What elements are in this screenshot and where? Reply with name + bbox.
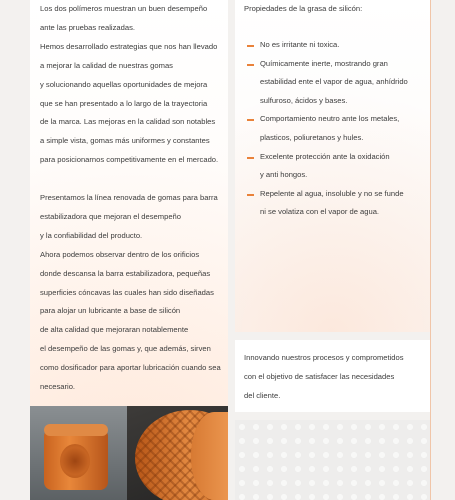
text-line: que se han presentado a lo largo de la trayectoria — [40, 98, 208, 108]
text-line: y solucionando aquellas oportunidades de mejora — [40, 79, 208, 89]
text-line: de la marca. Las mejoras en la calidad son notables — [40, 117, 216, 127]
bullet-dash-icon — [247, 64, 254, 66]
accent-divider — [430, 0, 431, 500]
bushing-photo — [30, 406, 127, 500]
list-item-text: estabilidad ente el vapor de agua, anhídrido — [260, 77, 408, 87]
text-line: Presentamos la línea renovada de gomas para barra — [40, 193, 218, 203]
list-item-text: Repelente al agua, insoluble y no se funde — [260, 188, 404, 198]
list-item — [247, 36, 427, 55]
properties-list — [247, 36, 427, 222]
list-item — [247, 148, 427, 167]
list-item-text: Excelente protección ante la oxidación — [260, 151, 390, 161]
text-line: y la confiabilidad del producto. — [40, 230, 143, 240]
closing-statement-panel — [235, 340, 430, 412]
list-item-text: y anti hongos. — [260, 170, 308, 180]
list-item-continuation — [247, 129, 427, 148]
list-item-text: ni se volatiza con el vapor de agua. — [260, 207, 380, 217]
text-line: superficies cóncavas las cuales han sido diseñadas — [40, 287, 214, 297]
text-line: como dosificador para aportar lubricación cuando sea — [40, 363, 221, 373]
list-item-continuation — [247, 166, 427, 185]
text-line: del cliente. — [244, 390, 281, 400]
list-item-text: Comportamiento neutro ante los metales, — [260, 114, 400, 124]
text-line: Los dos polímeros muestran un buen desempeño — [40, 4, 208, 13]
text-line: a mejorar la calidad de nuestras gomas — [40, 60, 173, 70]
list-item-text: sulfuroso, ácidos y bases. — [260, 95, 348, 105]
text-line: estabilizadora que mejoran el desempeño — [40, 211, 181, 221]
paragraph-spacer — [40, 170, 228, 189]
text-line: donde descansa la barra estabilizadora, pequeñas — [40, 268, 211, 278]
list-item-text: plasticos, poliuretanos y hules. — [260, 132, 364, 142]
bushing-flange — [44, 424, 108, 436]
text-line: con el objetivo de satisfacer las necesidades — [244, 371, 395, 381]
text-line: el desempeño de las gomas y, que además, sirven — [40, 344, 211, 354]
description-text — [40, 0, 228, 397]
bushing-closeup-photo — [127, 406, 228, 500]
list-item — [247, 55, 427, 74]
list-item — [247, 185, 427, 204]
list-item-continuation — [247, 73, 427, 92]
closing-statement — [244, 349, 404, 406]
text-line: ante las pruebas realizadas. — [40, 22, 135, 32]
text-line: Ahora podemos observar dentro de los orificios — [40, 249, 200, 259]
bullet-dash-icon — [247, 119, 254, 121]
bullet-dash-icon — [247, 157, 254, 159]
list-item-text: No es irritante ni toxica. — [260, 40, 340, 49]
decorative-pattern-panel — [235, 420, 430, 500]
text-line: de alta calidad que mejoraran notablemente — [40, 325, 189, 335]
list-item — [247, 110, 427, 129]
bushing-bore — [60, 444, 90, 478]
text-line: para alojar un lubricante a base de silicón — [40, 306, 181, 316]
properties-panel — [235, 0, 430, 332]
list-item-continuation — [247, 92, 427, 111]
list-item-continuation — [247, 203, 427, 222]
list-item-text: Químicamente inerte, mostrando gran — [260, 58, 388, 68]
text-line: Hemos desarrollado estrategias que nos han llevado — [40, 41, 218, 51]
properties-title: Propiedades de la grasa de silicón: — [244, 4, 363, 13]
bullet-dash-icon — [247, 194, 254, 196]
bullet-dash-icon — [247, 45, 254, 47]
text-line: Innovando nuestros procesos y comprometidos — [244, 353, 404, 362]
text-line: a simple vista, gomas más uniformes y constantes — [40, 136, 210, 146]
text-line: necesario. — [40, 382, 76, 392]
text-line: para posicionarnos competitivamente en el mercado. — [40, 155, 219, 165]
